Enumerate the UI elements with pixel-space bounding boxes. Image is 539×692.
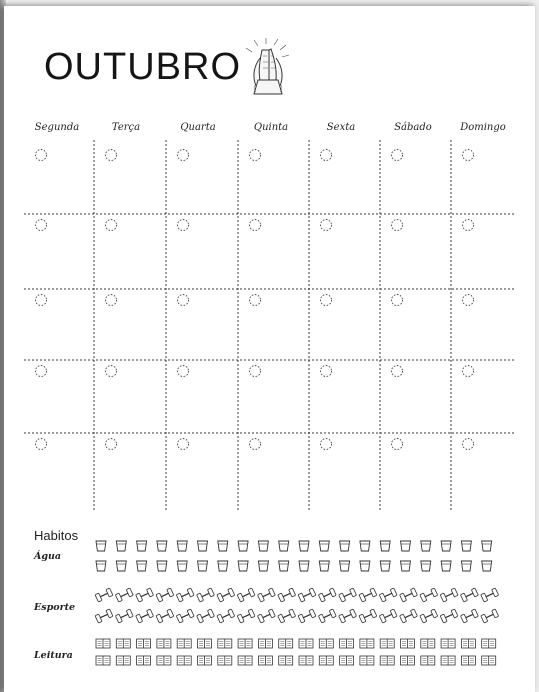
dumbbell-weight-right <box>207 588 214 597</box>
dumbbell-bar <box>344 593 351 596</box>
dumbbell-weight-left <box>95 593 102 602</box>
glass-outline <box>137 561 147 571</box>
glass-outline <box>116 541 126 551</box>
dumbbell-bar <box>161 614 168 617</box>
glass-outline <box>157 561 167 571</box>
dumbbell-weight-right <box>410 609 417 618</box>
habit-label-esporte: Esporte <box>34 602 76 613</box>
dumbbell-weight-right <box>329 588 336 597</box>
dumbbell-bar <box>242 614 249 617</box>
water-glass-icon <box>360 561 370 571</box>
glass-outline <box>482 541 492 551</box>
glass-outline <box>198 541 208 551</box>
dumbbell-bar <box>283 593 290 596</box>
dumbbell-bar <box>324 614 331 617</box>
dumbbell-bar <box>385 593 392 596</box>
dumbbell-bar <box>222 614 229 617</box>
dumbbell-weight-left <box>379 614 386 623</box>
dumbbell-weight-right <box>147 588 154 597</box>
dumbbell-bar <box>445 593 452 596</box>
dumbbell-bar <box>121 593 128 596</box>
dumbbell-weight-left <box>318 614 325 623</box>
open-book-icon <box>380 639 394 648</box>
open-book-icon <box>116 639 130 648</box>
open-book-icon <box>421 656 435 665</box>
glass-outline <box>319 561 329 571</box>
glass-outline <box>258 561 268 571</box>
dumbbell-weight-right <box>370 609 377 618</box>
dumbbell-bar <box>100 593 107 596</box>
glass-outline <box>401 541 411 551</box>
open-book-icon <box>177 656 191 665</box>
dumbbell-weight-left <box>481 593 488 602</box>
dumbbell-weight-left <box>156 593 163 602</box>
dumbbell-icon <box>460 588 478 602</box>
glass-outline <box>461 561 471 571</box>
glass-outline <box>380 541 390 551</box>
dumbbell-icon <box>420 609 438 623</box>
dumbbell-weight-left <box>460 614 467 623</box>
dumbbell-weight-right <box>492 609 499 618</box>
glass-outline <box>157 541 167 551</box>
open-book-icon <box>461 639 475 648</box>
dumbbell-bar <box>242 593 249 596</box>
dumbbell-icon <box>379 588 397 602</box>
dumbbell-icon <box>339 588 357 602</box>
open-book-icon <box>198 656 212 665</box>
water-glass-icon <box>96 541 106 551</box>
dumbbell-bar <box>283 614 290 617</box>
glass-outline <box>218 561 228 571</box>
dumbbell-weight-right <box>431 609 438 618</box>
dumbbell-icon <box>318 609 336 623</box>
open-book-icon <box>340 656 354 665</box>
water-glass-icon <box>299 561 309 571</box>
dumbbell-weight-right <box>390 588 397 597</box>
dumbbell-weight-right <box>471 609 478 618</box>
water-glass-icon <box>401 561 411 571</box>
dumbbell-weight-left <box>257 614 264 623</box>
glass-outline <box>421 561 431 571</box>
dumbbell-icon <box>278 609 296 623</box>
open-book-icon <box>421 639 435 648</box>
water-glass-icon <box>157 541 167 551</box>
water-glass-icon <box>137 541 147 551</box>
dumbbell-weight-right <box>248 609 255 618</box>
dumbbell-icon <box>115 588 133 602</box>
dumbbell-weight-left <box>339 593 346 602</box>
dumbbell-weight-right <box>228 609 235 618</box>
dumbbell-icon <box>176 609 194 623</box>
water-glass-icon <box>380 541 390 551</box>
dumbbell-weight-right <box>106 609 113 618</box>
dumbbell-bar <box>141 593 148 596</box>
open-book-icon <box>96 656 110 665</box>
dumbbell-bar <box>141 614 148 617</box>
day-label-sexta: Sexta <box>326 122 356 133</box>
dumbbell-icon <box>136 588 154 602</box>
dumbbell-weight-right <box>228 588 235 597</box>
dumbbell-bar <box>324 593 331 596</box>
dumbbell-bar <box>466 593 473 596</box>
day-label-terca: Terça <box>111 122 141 133</box>
habit-label-leitura: Leitura <box>34 650 73 661</box>
day-label-segunda: Segunda <box>34 122 80 133</box>
dumbbell-bar <box>202 614 209 617</box>
dumbbell-bar <box>263 614 270 617</box>
dumbbell-weight-right <box>126 609 133 618</box>
water-glass-icon <box>380 561 390 571</box>
dumbbell-weight-left <box>237 593 244 602</box>
glass-outline <box>137 541 147 551</box>
dumbbell-bar <box>385 614 392 617</box>
open-book-icon <box>177 639 191 648</box>
glass-outline <box>299 561 309 571</box>
water-glass-icon <box>319 541 329 551</box>
water-glass-icon <box>279 541 289 551</box>
glass-outline <box>482 561 492 571</box>
dumbbell-bar <box>364 614 371 617</box>
water-glass-icon <box>340 561 350 571</box>
dumbbell-icon <box>318 588 336 602</box>
dumbbell-icon <box>197 609 215 623</box>
open-book-icon <box>441 639 455 648</box>
dumbbell-icon <box>197 588 215 602</box>
habits-title: Habitos <box>34 528 79 543</box>
open-book-icon <box>218 639 232 648</box>
dumbbell-icon <box>257 609 275 623</box>
water-glass-icon <box>441 541 451 551</box>
dumbbell-bar <box>182 614 189 617</box>
dumbbell-weight-left <box>217 593 224 602</box>
dumbbell-bar <box>121 614 128 617</box>
open-book-icon <box>198 639 212 648</box>
day-label-quarta: Quarta <box>180 122 216 133</box>
water-glass-icon <box>218 561 228 571</box>
dumbbell-weight-right <box>390 609 397 618</box>
dumbbell-bar <box>303 593 310 596</box>
dumbbell-weight-right <box>187 609 194 618</box>
glass-outline <box>319 541 329 551</box>
glass-outline <box>198 561 208 571</box>
water-glass-icon <box>198 561 208 571</box>
water-glass-icon <box>441 561 451 571</box>
water-glass-icon <box>421 541 431 551</box>
water-glass-icon <box>116 561 126 571</box>
dumbbell-icon <box>420 588 438 602</box>
open-book-icon <box>441 656 455 665</box>
dumbbell-weight-right <box>268 609 275 618</box>
glass-outline <box>461 541 471 551</box>
open-book-icon <box>299 656 313 665</box>
dumbbell-icon <box>481 588 499 602</box>
water-glass-icon <box>177 561 187 571</box>
dumbbell-icon <box>237 609 255 623</box>
dumbbell-icon <box>176 588 194 602</box>
glass-outline <box>441 561 451 571</box>
open-book-icon <box>258 656 272 665</box>
water-glass-icon <box>258 561 268 571</box>
dumbbell-weight-right <box>431 588 438 597</box>
water-glass-icon <box>258 541 268 551</box>
dumbbell-icon <box>379 609 397 623</box>
water-glass-icon <box>360 541 370 551</box>
water-glass-icon <box>157 561 167 571</box>
dumbbell-weight-right <box>329 609 336 618</box>
dumbbell-weight-left <box>481 614 488 623</box>
dumbbell-weight-left <box>420 593 427 602</box>
dumbbell-weight-left <box>278 614 285 623</box>
open-book-icon <box>299 639 313 648</box>
dumbbell-weight-left <box>400 593 407 602</box>
water-glass-icon <box>137 561 147 571</box>
dumbbell-weight-right <box>309 588 316 597</box>
water-glass-icon <box>218 541 228 551</box>
open-book-icon <box>319 639 333 648</box>
dumbbell-weight-right <box>289 588 296 597</box>
glass-outline <box>238 561 248 571</box>
dumbbell-weight-right <box>248 588 255 597</box>
month-title: OUTUBRO <box>44 46 241 88</box>
dumbbell-weight-left <box>379 593 386 602</box>
dumbbell-icon <box>278 588 296 602</box>
dumbbell-weight-left <box>440 614 447 623</box>
open-book-icon <box>461 656 475 665</box>
dumbbell-weight-right <box>350 609 357 618</box>
open-book-icon <box>96 639 110 648</box>
open-book-icon <box>137 656 151 665</box>
open-book-icon <box>238 639 252 648</box>
glass-outline <box>238 541 248 551</box>
glass-outline <box>299 541 309 551</box>
water-glass-icon <box>238 561 248 571</box>
water-glass-icon <box>340 541 350 551</box>
dumbbell-weight-right <box>268 588 275 597</box>
water-glass-icon <box>401 541 411 551</box>
glass-outline <box>177 541 187 551</box>
water-glass-icon <box>299 541 309 551</box>
open-book-icon <box>279 656 293 665</box>
dumbbell-icon <box>400 588 418 602</box>
water-glass-icon <box>238 541 248 551</box>
dumbbell-weight-left <box>298 593 305 602</box>
glass-outline <box>401 561 411 571</box>
dumbbell-weight-right <box>471 588 478 597</box>
open-book-icon <box>380 656 394 665</box>
water-glass-icon <box>198 541 208 551</box>
dumbbell-weight-right <box>106 588 113 597</box>
dumbbell-weight-right <box>167 588 174 597</box>
dumbbell-bar <box>344 614 351 617</box>
dumbbell-weight-right <box>126 588 133 597</box>
glass-outline <box>441 541 451 551</box>
dumbbell-bar <box>202 593 209 596</box>
open-book-icon <box>482 639 496 648</box>
open-book-icon <box>258 639 272 648</box>
dumbbell-weight-left <box>359 593 366 602</box>
dumbbell-bar <box>263 593 270 596</box>
dumbbell-weight-right <box>289 609 296 618</box>
dumbbell-weight-right <box>350 588 357 597</box>
glass-outline <box>360 561 370 571</box>
water-glass-icon <box>96 561 106 571</box>
water-glass-icon <box>482 541 492 551</box>
glass-outline <box>340 561 350 571</box>
dumbbell-bar <box>222 593 229 596</box>
dumbbell-weight-left <box>176 593 183 602</box>
dumbbell-weight-left <box>339 614 346 623</box>
open-book-icon <box>360 639 374 648</box>
dumbbell-weight-left <box>115 593 122 602</box>
dumbbell-weight-left <box>237 614 244 623</box>
dumbbell-icon <box>156 609 174 623</box>
glass-outline <box>421 541 431 551</box>
open-book-icon <box>482 656 496 665</box>
water-glass-icon <box>461 541 471 551</box>
glass-outline <box>96 561 106 571</box>
dumbbell-weight-right <box>167 609 174 618</box>
dumbbell-icon <box>481 609 499 623</box>
dumbbell-bar <box>100 614 107 617</box>
dumbbell-bar <box>405 614 412 617</box>
dumbbell-weight-right <box>147 609 154 618</box>
glass-outline <box>218 541 228 551</box>
dumbbell-bar <box>425 614 432 617</box>
open-book-icon <box>360 656 374 665</box>
glass-outline <box>96 541 106 551</box>
dumbbell-bar <box>445 614 452 617</box>
dumbbell-icon <box>237 588 255 602</box>
glass-outline <box>116 561 126 571</box>
water-glass-icon <box>421 561 431 571</box>
dumbbell-icon <box>359 609 377 623</box>
dumbbell-weight-left <box>136 614 143 623</box>
dumbbell-weight-left <box>278 593 285 602</box>
dumbbell-weight-left <box>420 614 427 623</box>
glass-outline <box>177 561 187 571</box>
open-book-icon <box>157 656 171 665</box>
dumbbell-bar <box>466 614 473 617</box>
open-book-icon <box>116 656 130 665</box>
open-book-icon <box>340 639 354 648</box>
dumbbell-weight-right <box>451 588 458 597</box>
open-book-icon <box>157 639 171 648</box>
dumbbell-weight-left <box>136 593 143 602</box>
dumbbell-icon <box>95 588 113 602</box>
glass-outline <box>279 541 289 551</box>
habit-label-agua: Água <box>34 551 62 562</box>
dumbbell-icon <box>298 609 316 623</box>
dumbbell-icon <box>156 588 174 602</box>
dumbbell-bar <box>161 593 168 596</box>
water-glass-icon <box>319 561 329 571</box>
water-glass-icon <box>461 561 471 571</box>
dumbbell-icon <box>400 609 418 623</box>
dumbbell-icon <box>217 609 235 623</box>
dumbbell-bar <box>486 593 493 596</box>
open-book-icon <box>238 656 252 665</box>
dumbbell-weight-left <box>359 614 366 623</box>
dumbbell-icon <box>95 609 113 623</box>
dumbbell-weight-left <box>197 614 204 623</box>
dumbbell-bar <box>425 593 432 596</box>
dumbbell-icon <box>359 588 377 602</box>
glass-outline <box>360 541 370 551</box>
dumbbell-icon <box>136 609 154 623</box>
dumbbell-weight-left <box>298 614 305 623</box>
dumbbell-weight-left <box>257 593 264 602</box>
dumbbell-icon <box>440 609 458 623</box>
dumbbell-weight-left <box>156 614 163 623</box>
dumbbell-weight-left <box>176 614 183 623</box>
dumbbell-icon <box>440 588 458 602</box>
water-glass-icon <box>279 561 289 571</box>
dumbbell-weight-left <box>197 593 204 602</box>
glass-outline <box>380 561 390 571</box>
open-book-icon <box>137 639 151 648</box>
open-book-icon <box>401 639 415 648</box>
dumbbell-icon <box>257 588 275 602</box>
dumbbell-weight-left <box>318 593 325 602</box>
water-glass-icon <box>116 541 126 551</box>
dumbbell-weight-left <box>115 614 122 623</box>
water-glass-icon <box>177 541 187 551</box>
open-book-icon <box>319 656 333 665</box>
dumbbell-weight-left <box>460 593 467 602</box>
dumbbell-bar <box>303 614 310 617</box>
dumbbell-weight-right <box>187 588 194 597</box>
dumbbell-bar <box>486 614 493 617</box>
dumbbell-weight-right <box>207 609 214 618</box>
dumbbell-weight-right <box>451 609 458 618</box>
dumbbell-icon <box>298 588 316 602</box>
dumbbell-bar <box>182 593 189 596</box>
dumbbell-weight-left <box>217 614 224 623</box>
open-book-icon <box>218 656 232 665</box>
dumbbell-weight-right <box>309 609 316 618</box>
dumbbell-icon <box>460 609 478 623</box>
glass-outline <box>279 561 289 571</box>
glass-outline <box>258 541 268 551</box>
open-book-icon <box>401 656 415 665</box>
dumbbell-icon <box>339 609 357 623</box>
dumbbell-weight-right <box>492 588 499 597</box>
day-label-quinta: Quinta <box>253 122 289 133</box>
dumbbell-weight-right <box>410 588 417 597</box>
water-glass-icon <box>482 561 492 571</box>
dumbbell-icon <box>217 588 235 602</box>
dumbbell-weight-left <box>440 593 447 602</box>
day-label-sabado: Sábado <box>394 122 432 133</box>
dumbbell-weight-left <box>400 614 407 623</box>
dumbbell-bar <box>405 593 412 596</box>
dumbbell-bar <box>364 593 371 596</box>
open-book-icon <box>279 639 293 648</box>
dumbbell-icon <box>115 609 133 623</box>
dumbbell-weight-right <box>370 588 377 597</box>
glass-outline <box>340 541 350 551</box>
dumbbell-weight-left <box>95 614 102 623</box>
day-label-domingo: Domingo <box>460 122 506 133</box>
